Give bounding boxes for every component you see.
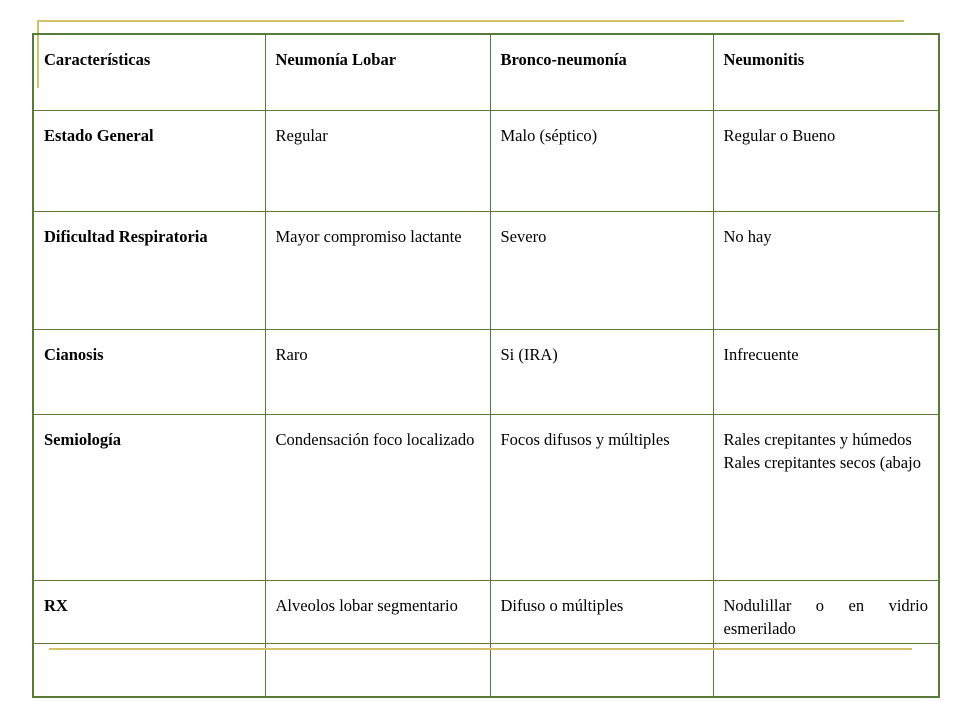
cell-paragraph: Rales crepitantes secos (abajo — [723, 452, 921, 472]
row-label-estado-general: Estado General — [33, 110, 265, 211]
table-cell: Mayor compromiso lactante — [265, 211, 490, 329]
table-cell: Regular — [265, 110, 490, 211]
table-row — [33, 110, 939, 211]
table-cell: Focos difusos y múltiples — [490, 414, 713, 580]
header-cell-caracteristicas: Características — [33, 34, 265, 110]
decorative-top-line — [38, 20, 904, 22]
table-row — [33, 211, 939, 329]
empty-cell — [265, 643, 490, 697]
table-cell: Alveolos lobar segmentario — [265, 580, 490, 643]
cell-paragraph: Rales crepitantes y húmedos — [723, 429, 912, 449]
table-cell: Condensación foco localizado — [265, 414, 490, 580]
table-cell: Infrecuente — [713, 329, 939, 414]
row-label-dificultad-respiratoria: Dificultad Respiratoria — [33, 211, 265, 329]
table-row — [33, 414, 939, 580]
empty-cell — [490, 643, 713, 697]
table-row — [33, 580, 939, 643]
comparison-table — [32, 33, 940, 698]
table-row-empty — [33, 643, 939, 697]
table-cell: Regular o Bueno — [713, 110, 939, 211]
table-cell: Nodulillar o en vidrio esmerilado — [713, 580, 939, 643]
table-cell — [713, 414, 939, 580]
table-cell: No hay — [713, 211, 939, 329]
header-row — [33, 34, 939, 110]
table-cell: Si (IRA) — [490, 329, 713, 414]
table-cell: Raro — [265, 329, 490, 414]
row-label-cianosis: Cianosis — [33, 329, 265, 414]
table-cell: Difuso o múltiples — [490, 580, 713, 643]
header-cell-neumonia-lobar: Neumonía Lobar — [265, 34, 490, 110]
header-cell-bronco-neumonia: Bronco-neumonía — [490, 34, 713, 110]
empty-cell — [33, 643, 265, 697]
row-label-semiologia: Semiología — [33, 414, 265, 580]
empty-cell — [713, 643, 939, 697]
header-cell-neumonitis: Neumonitis — [713, 34, 939, 110]
table-cell: Malo (séptico) — [490, 110, 713, 211]
decorative-bottom-line — [49, 648, 912, 650]
row-label-rx: RX — [33, 580, 265, 643]
table-cell: Severo — [490, 211, 713, 329]
table-row — [33, 329, 939, 414]
